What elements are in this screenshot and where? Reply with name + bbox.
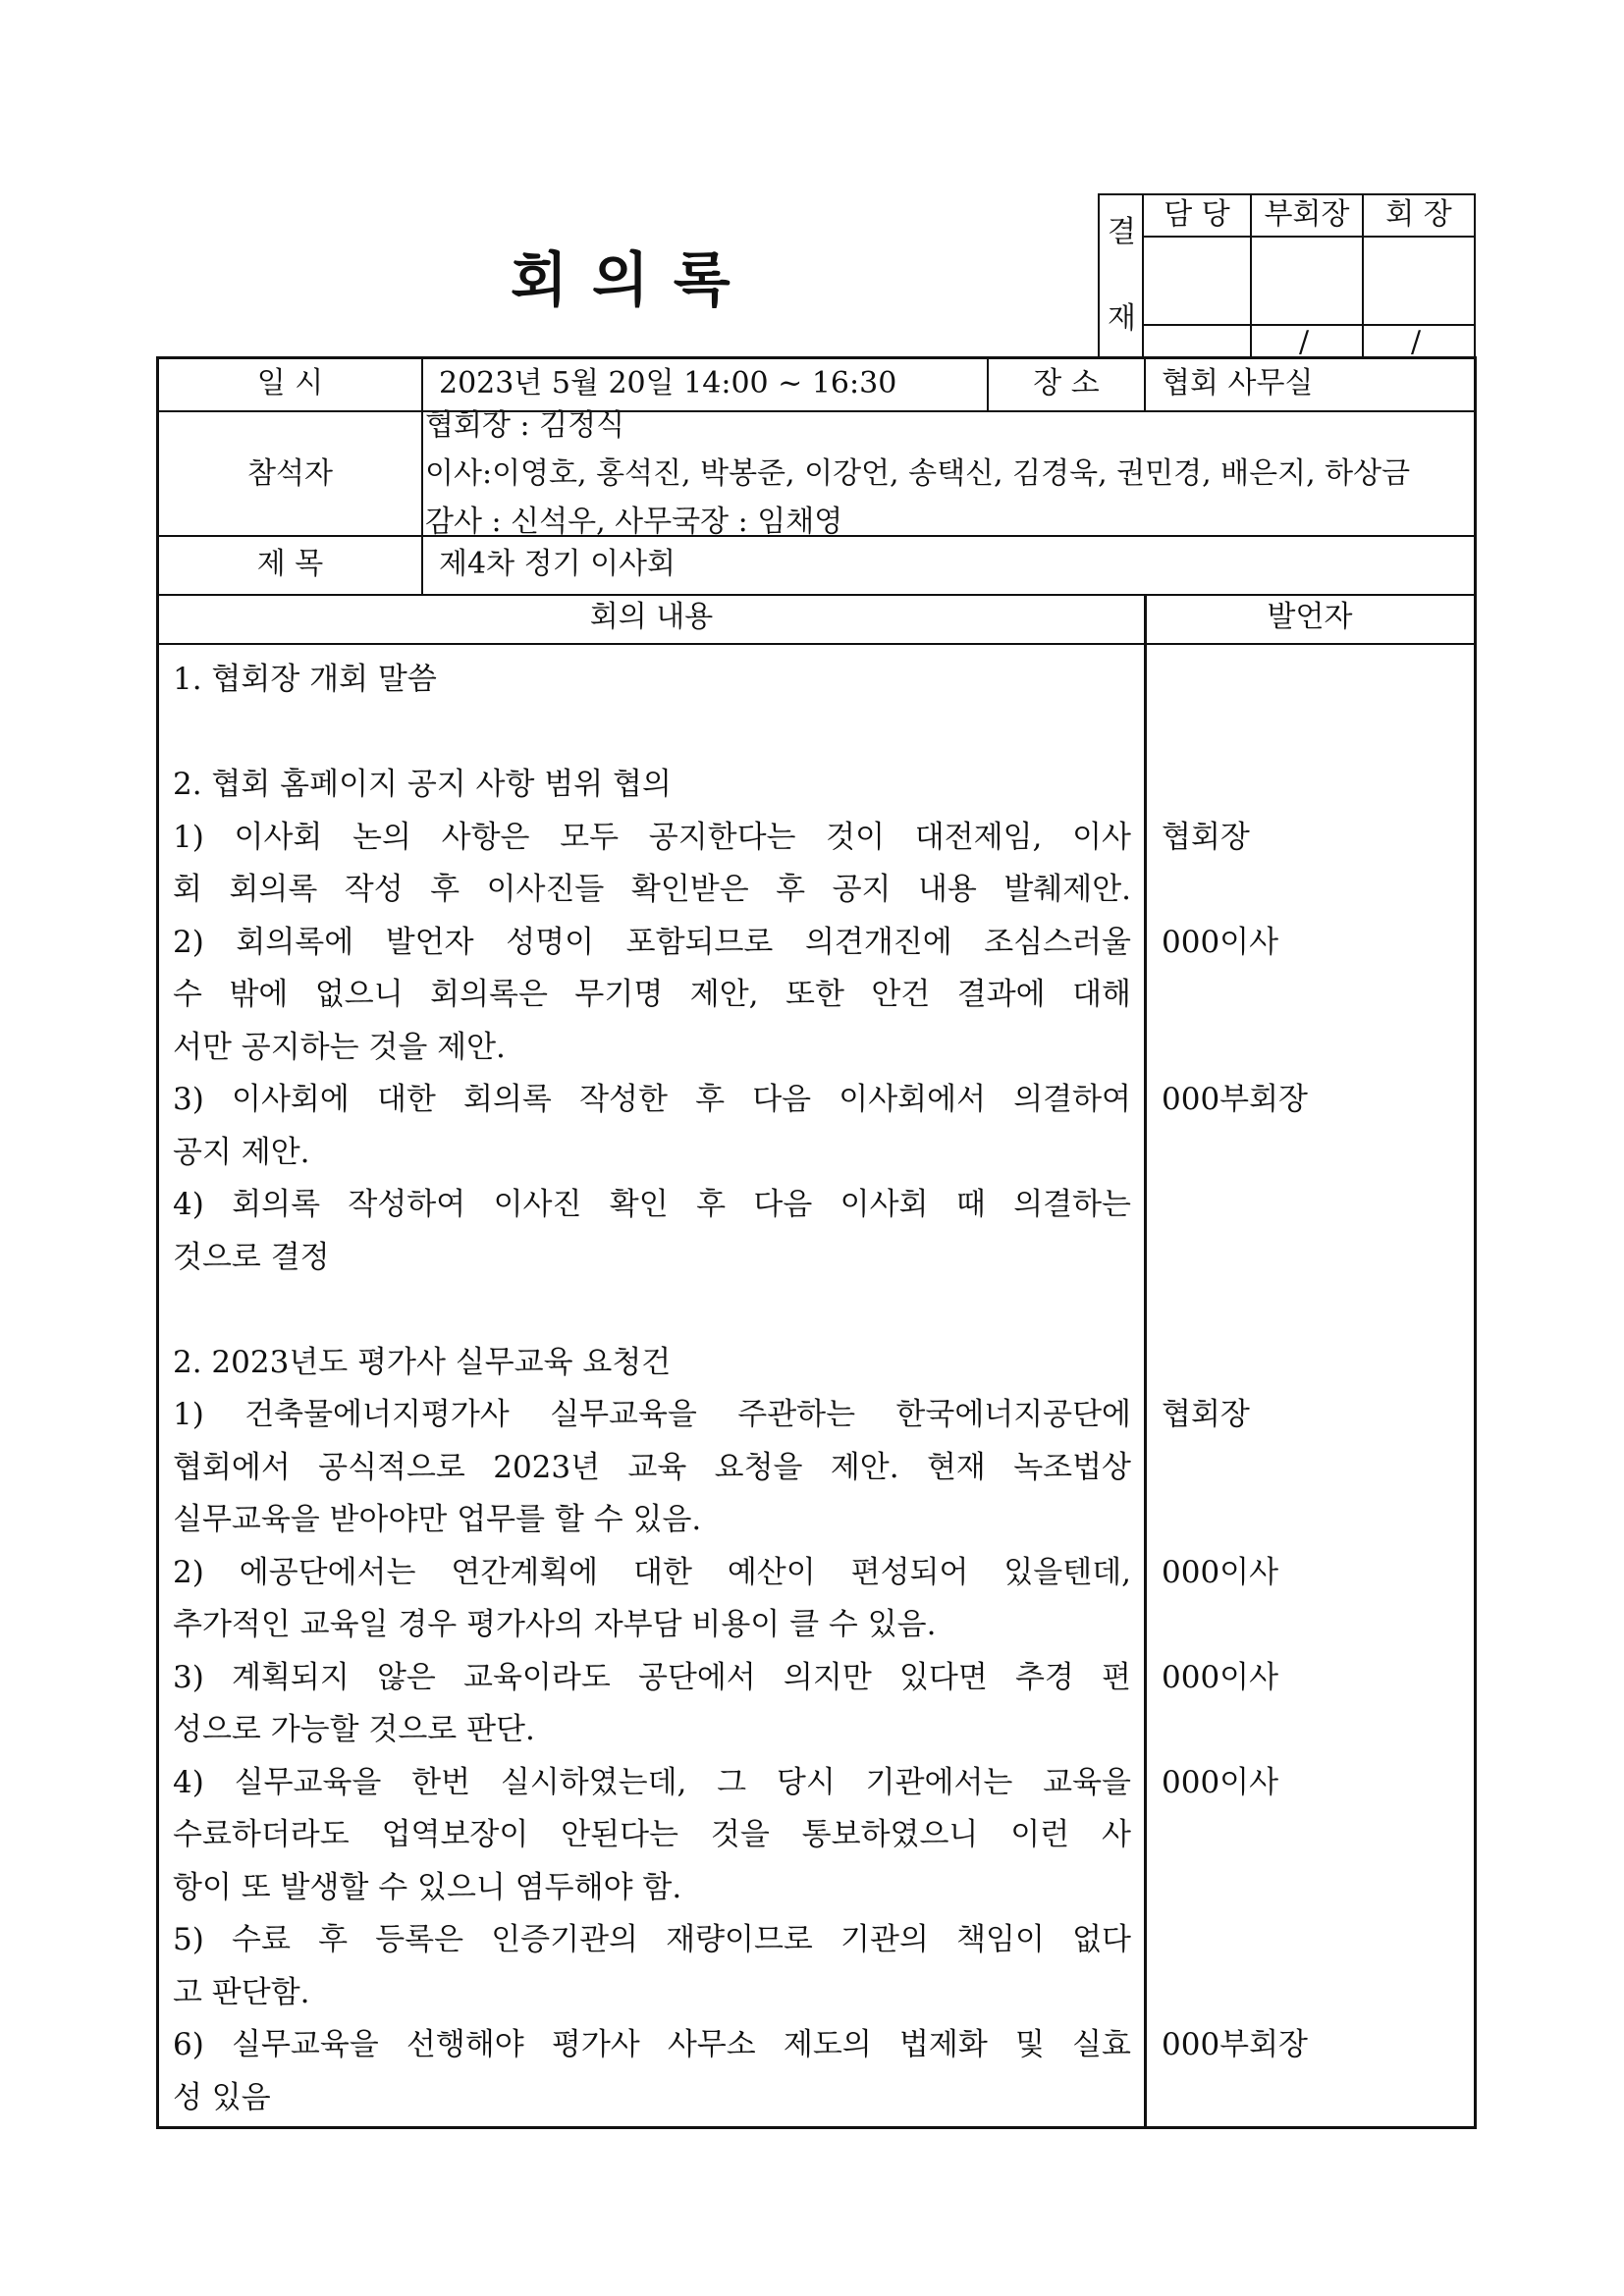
minutes-line: 2) 에공단에서는 연간계획에 대한 예산이 편성되어 있을텐데,	[173, 1554, 1131, 1590]
approval-header-president: 회 장	[1385, 197, 1452, 232]
speaker-cell: 000이사	[1162, 1659, 1279, 1695]
approval-label-top: 결	[1108, 215, 1136, 249]
approval-date-mark: /	[1411, 325, 1422, 359]
speaker-cell: 000이사	[1162, 1554, 1279, 1590]
approval-header-vice-president: 부회장	[1264, 197, 1350, 232]
approval-date-mark: /	[1299, 325, 1310, 359]
minutes-line: 3) 이사회에 대한 회의록 작성한 후 다음 이사회에서 의결하여	[173, 1082, 1131, 1117]
attendees-auditor: 감사 : 신석우, 사무국장 : 임채영	[425, 505, 843, 539]
speaker-cell: 000부회장	[1162, 1082, 1309, 1117]
minutes-line: 수 밖에 없으니 회의록은 무기명 제안, 또한 안건 결과에 대해	[173, 977, 1131, 1012]
content-header: 회의 내용	[589, 600, 714, 634]
minutes-line: 수료하더라도 업역보장이 안된다는 것을 통보하였으니 이런 사	[173, 1817, 1131, 1852]
speaker-cell: 000부회장	[1162, 2027, 1309, 2062]
minutes-line: 항이 또 발생할 수 있으니 염두해야 함.	[173, 1869, 682, 1905]
date-label: 일 시	[256, 366, 324, 400]
minutes-line: 4) 실무교육을 한번 실시하였는데, 그 당시 기관에서는 교육을	[173, 1764, 1131, 1800]
minutes-line: 3) 계획되지 않은 교육이라도 공단에서 의지만 있다면 추경 편	[173, 1659, 1131, 1695]
minutes-line: 5) 수료 후 등록은 인증기관의 재량이므로 기관의 책임이 없다	[173, 1922, 1131, 1957]
minutes-line: 1) 이사회 논의 사항은 모두 공지한다는 것이 대전제임, 이사	[173, 819, 1131, 855]
minutes-line: 성 있음	[173, 2079, 271, 2115]
place-label: 장 소	[1033, 366, 1100, 400]
minutes-line: 2. 2023년도 평가사 실무교육 요청건	[173, 1344, 672, 1380]
minutes-line: 서만 공지하는 것을 제안.	[173, 1029, 506, 1065]
minutes-line: 1. 협회장 개회 말씀	[173, 662, 437, 697]
subject-label: 제 목	[256, 547, 324, 581]
minutes-line: 2. 협회 홈페이지 공지 사항 범위 협의	[173, 767, 672, 802]
minutes-line: 고 판단함.	[173, 1974, 310, 2010]
attendees-label: 참석자	[247, 456, 333, 491]
minutes-line: 성으로 가능할 것으로 판단.	[173, 1712, 535, 1747]
minutes-line: 6) 실무교육을 선행해야 평가사 사무소 제도의 법제화 및 실효	[173, 2027, 1131, 2062]
subject-value: 제4차 정기 이사회	[439, 547, 677, 581]
minutes-line: 4) 회의록 작성하여 이사진 확인 후 다음 이사회 때 의결하는	[173, 1187, 1131, 1222]
minutes-line: 것으로 결정	[173, 1239, 330, 1275]
minutes-line: 공지 제안.	[173, 1134, 310, 1170]
place-value: 협회 사무실	[1162, 366, 1314, 400]
minutes-line: 1) 건축물에너지평가사 실무교육을 주관하는 한국에너지공단에	[173, 1397, 1131, 1432]
speaker-cell: 협회장	[1162, 1397, 1250, 1432]
speaker-cell: 000이사	[1162, 1764, 1279, 1800]
minutes-line: 회 회의록 작성 후 이사진들 확인받은 후 공지 내용 발췌제안.	[173, 872, 1131, 907]
page-title: 회 의 록	[511, 246, 732, 315]
speaker-cell: 협회장	[1162, 819, 1250, 855]
speaker-cell: 000이사	[1162, 924, 1279, 960]
attendees-president: 협회장 : 김정식	[425, 408, 625, 443]
speaker-header: 발언자	[1267, 600, 1353, 634]
minutes-line: 협회에서 공식적으로 2023년 교육 요청을 제안. 현재 녹조법상	[173, 1449, 1131, 1485]
minutes-line: 2) 회의록에 발언자 성명이 포함되므로 의견개진에 조심스러울	[173, 924, 1131, 960]
date-value: 2023년 5월 20일 14:00 ~ 16:30	[439, 366, 897, 400]
minutes-line: 추가적인 교육일 경우 평가사의 자부담 비용이 클 수 있음.	[173, 1607, 937, 1642]
attendees-directors: 이사:이영호, 홍석진, 박봉준, 이강언, 송택신, 김경욱, 권민경, 배은지, 하상금	[425, 456, 1411, 491]
minutes-line: 실무교육을 받아야만 업무를 할 수 있음.	[173, 1502, 702, 1537]
approval-label-bottom: 재	[1108, 301, 1136, 336]
approval-header-staff: 담 당	[1164, 197, 1230, 232]
